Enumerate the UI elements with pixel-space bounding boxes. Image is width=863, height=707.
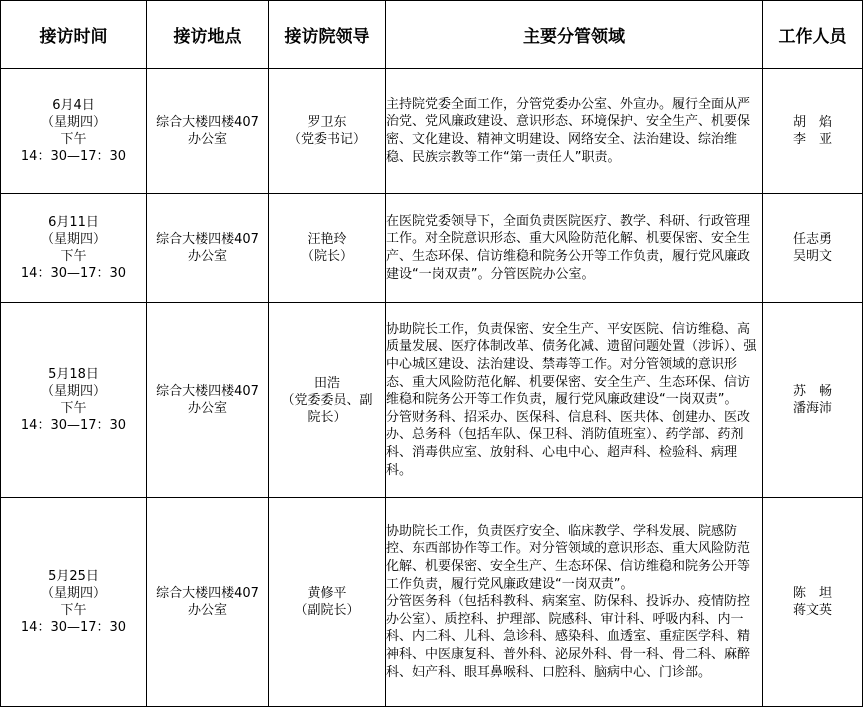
date-text: 5月25日 [48, 569, 99, 584]
staff-name: 潘海沛 [792, 401, 832, 416]
period-text: 下午 [60, 249, 87, 264]
staff-name: 苏 畅 [792, 384, 832, 399]
header-time: 接访时间 [1, 1, 147, 69]
location-line: 办公室 [187, 249, 227, 264]
leader-title: 院长） [307, 409, 347, 425]
leader-cell [269, 69, 386, 194]
location-cell [147, 194, 269, 303]
staff-cell [763, 69, 863, 194]
leader-name: 田浩 [313, 375, 340, 391]
staff-name: 蒋文英 [792, 603, 832, 618]
hours-text: 14：30—17：30 [20, 149, 127, 164]
period-text: 下午 [60, 401, 87, 416]
header-staff: 工作人员 [763, 1, 863, 69]
leader-title: （党委书记） [287, 132, 366, 147]
location-line: 综合大楼四楼407 [156, 586, 259, 601]
table-header [1, 1, 863, 69]
header-leader: 接访院领导 [269, 1, 386, 69]
location-line: 综合大楼四楼407 [156, 232, 259, 247]
header-duties: 主要分管领域 [386, 1, 763, 69]
location-cell [147, 498, 269, 707]
table-row [1, 498, 863, 707]
staff-name: 李 亚 [792, 132, 832, 147]
leader-cell [269, 303, 386, 498]
duties-paragraph: 协助院长工作，负责保密、安全生产、平安医院、信访维稳、高质量发展、医疗体制改革、债务化减、遗留问题处置（涉诉）、强中心城区建设、法治建设、禁毒等工作。对分管领域的意识形态、重大风险防范化解、机要保密、安全生产、生态环保、信访维稳和院务公开等工作负责，履行党风廉政建设“一岗双责”。 [386, 321, 757, 408]
duties-paragraph: 在医院党委领导下，全面负责医院医疗、教学、科研、行政管理工作。对全院意识形态、重大风险防范化解、机要保密、安全生产、生态环保、信访维稳和院务公开等工作负责，履行党风廉政建设“一岗双责”。分管医院办公室。 [386, 213, 751, 282]
weekday-text: （星期四） [40, 586, 106, 601]
leader-title: （党委委员、副 [281, 392, 373, 408]
date-text: 6月4日 [52, 98, 95, 113]
duties-paragraph: 主持院党委全面工作，分管党委办公室、外宣办。履行全面从严治党、党风廉政建设、意识形态、环境保护、安全生产、机要保密、文化建设、精神文明建设、网络安全、法治建设、综治维稳、民族宗教等工作“第一责任人”职责。 [386, 96, 751, 165]
time-cell [1, 303, 147, 498]
location-line: 办公室 [187, 132, 227, 147]
duties-cell [386, 69, 763, 194]
staff-cell [763, 498, 863, 707]
hours-text: 14：30—17：30 [20, 418, 127, 433]
leader-title: （院长） [300, 249, 353, 264]
staff-name: 陈 坦 [792, 586, 832, 601]
table-body [1, 69, 863, 707]
duties-paragraph: 协助院长工作，负责医疗安全、临床教学、学科发展、院感防控、东西部协作等工作。对分管领域的意识形态、重大风险防范化解、机要保密、安全生产、生态环保、信访维稳和院务公开等工作负责，履行党风廉政建设“一岗双责”。 [386, 523, 751, 592]
leader-name: 罗卫东 [307, 115, 347, 130]
table-row [1, 194, 863, 303]
table-row [1, 303, 863, 498]
table-row [1, 69, 863, 194]
time-cell [1, 194, 147, 303]
staff-name: 胡 焰 [792, 115, 832, 130]
leader-name: 汪艳玲 [307, 232, 347, 247]
date-text: 6月11日 [48, 215, 99, 230]
hours-text: 14：30—17：30 [20, 266, 127, 281]
time-cell [1, 69, 147, 194]
duties-cell [386, 498, 763, 707]
leader-cell [269, 498, 386, 707]
staff-cell [763, 303, 863, 498]
duties-paragraph: 分管医务科（包括科教科、病案室、防保科、投诉办、疫情防控办公室）、质控科、护理部、院感科、审计科、呼吸内科、内一科、内二科、儿科、急诊科、感染科、血透室、重症医学科、精神科、中医康复科、普外科、泌尿外科、骨一科、骨二科、麻醉科、妇产科、眼耳鼻喉科、口腔科、脑病中心、门诊部。 [386, 594, 751, 680]
staff-name: 任志勇 [792, 232, 832, 247]
weekday-text: （星期四） [40, 232, 106, 247]
location-line: 综合大楼四楼407 [156, 384, 259, 399]
period-text: 下午 [60, 603, 87, 618]
duties-cell [386, 194, 763, 303]
location-line: 综合大楼四楼407 [156, 115, 259, 130]
duties-cell [386, 303, 763, 498]
location-cell [147, 69, 269, 194]
location-line: 办公室 [187, 401, 227, 416]
staff-cell [763, 194, 863, 303]
header-location: 接访地点 [147, 1, 269, 69]
weekday-text: （星期四） [40, 115, 106, 130]
leader-name: 黄修平 [307, 586, 347, 601]
header-row [1, 1, 863, 69]
location-line: 办公室 [187, 603, 227, 618]
staff-name: 吴明文 [792, 249, 832, 264]
duties-paragraph: 分管财务科、招采办、医保科、信息科、医共体、创建办、医改办、总务科（包括车队、保卫科、消防值班室）、药学部、药剂科、消毒供应室、放射科、心电中心、超声科、检验科、病理科。 [386, 409, 751, 478]
location-cell [147, 303, 269, 498]
leader-cell [269, 194, 386, 303]
date-text: 5月18日 [48, 367, 99, 382]
time-cell [1, 498, 147, 707]
hours-text: 14：30—17：30 [20, 620, 127, 635]
leader-title: （副院长） [294, 603, 360, 618]
weekday-text: （星期四） [40, 384, 106, 399]
period-text: 下午 [60, 132, 87, 147]
